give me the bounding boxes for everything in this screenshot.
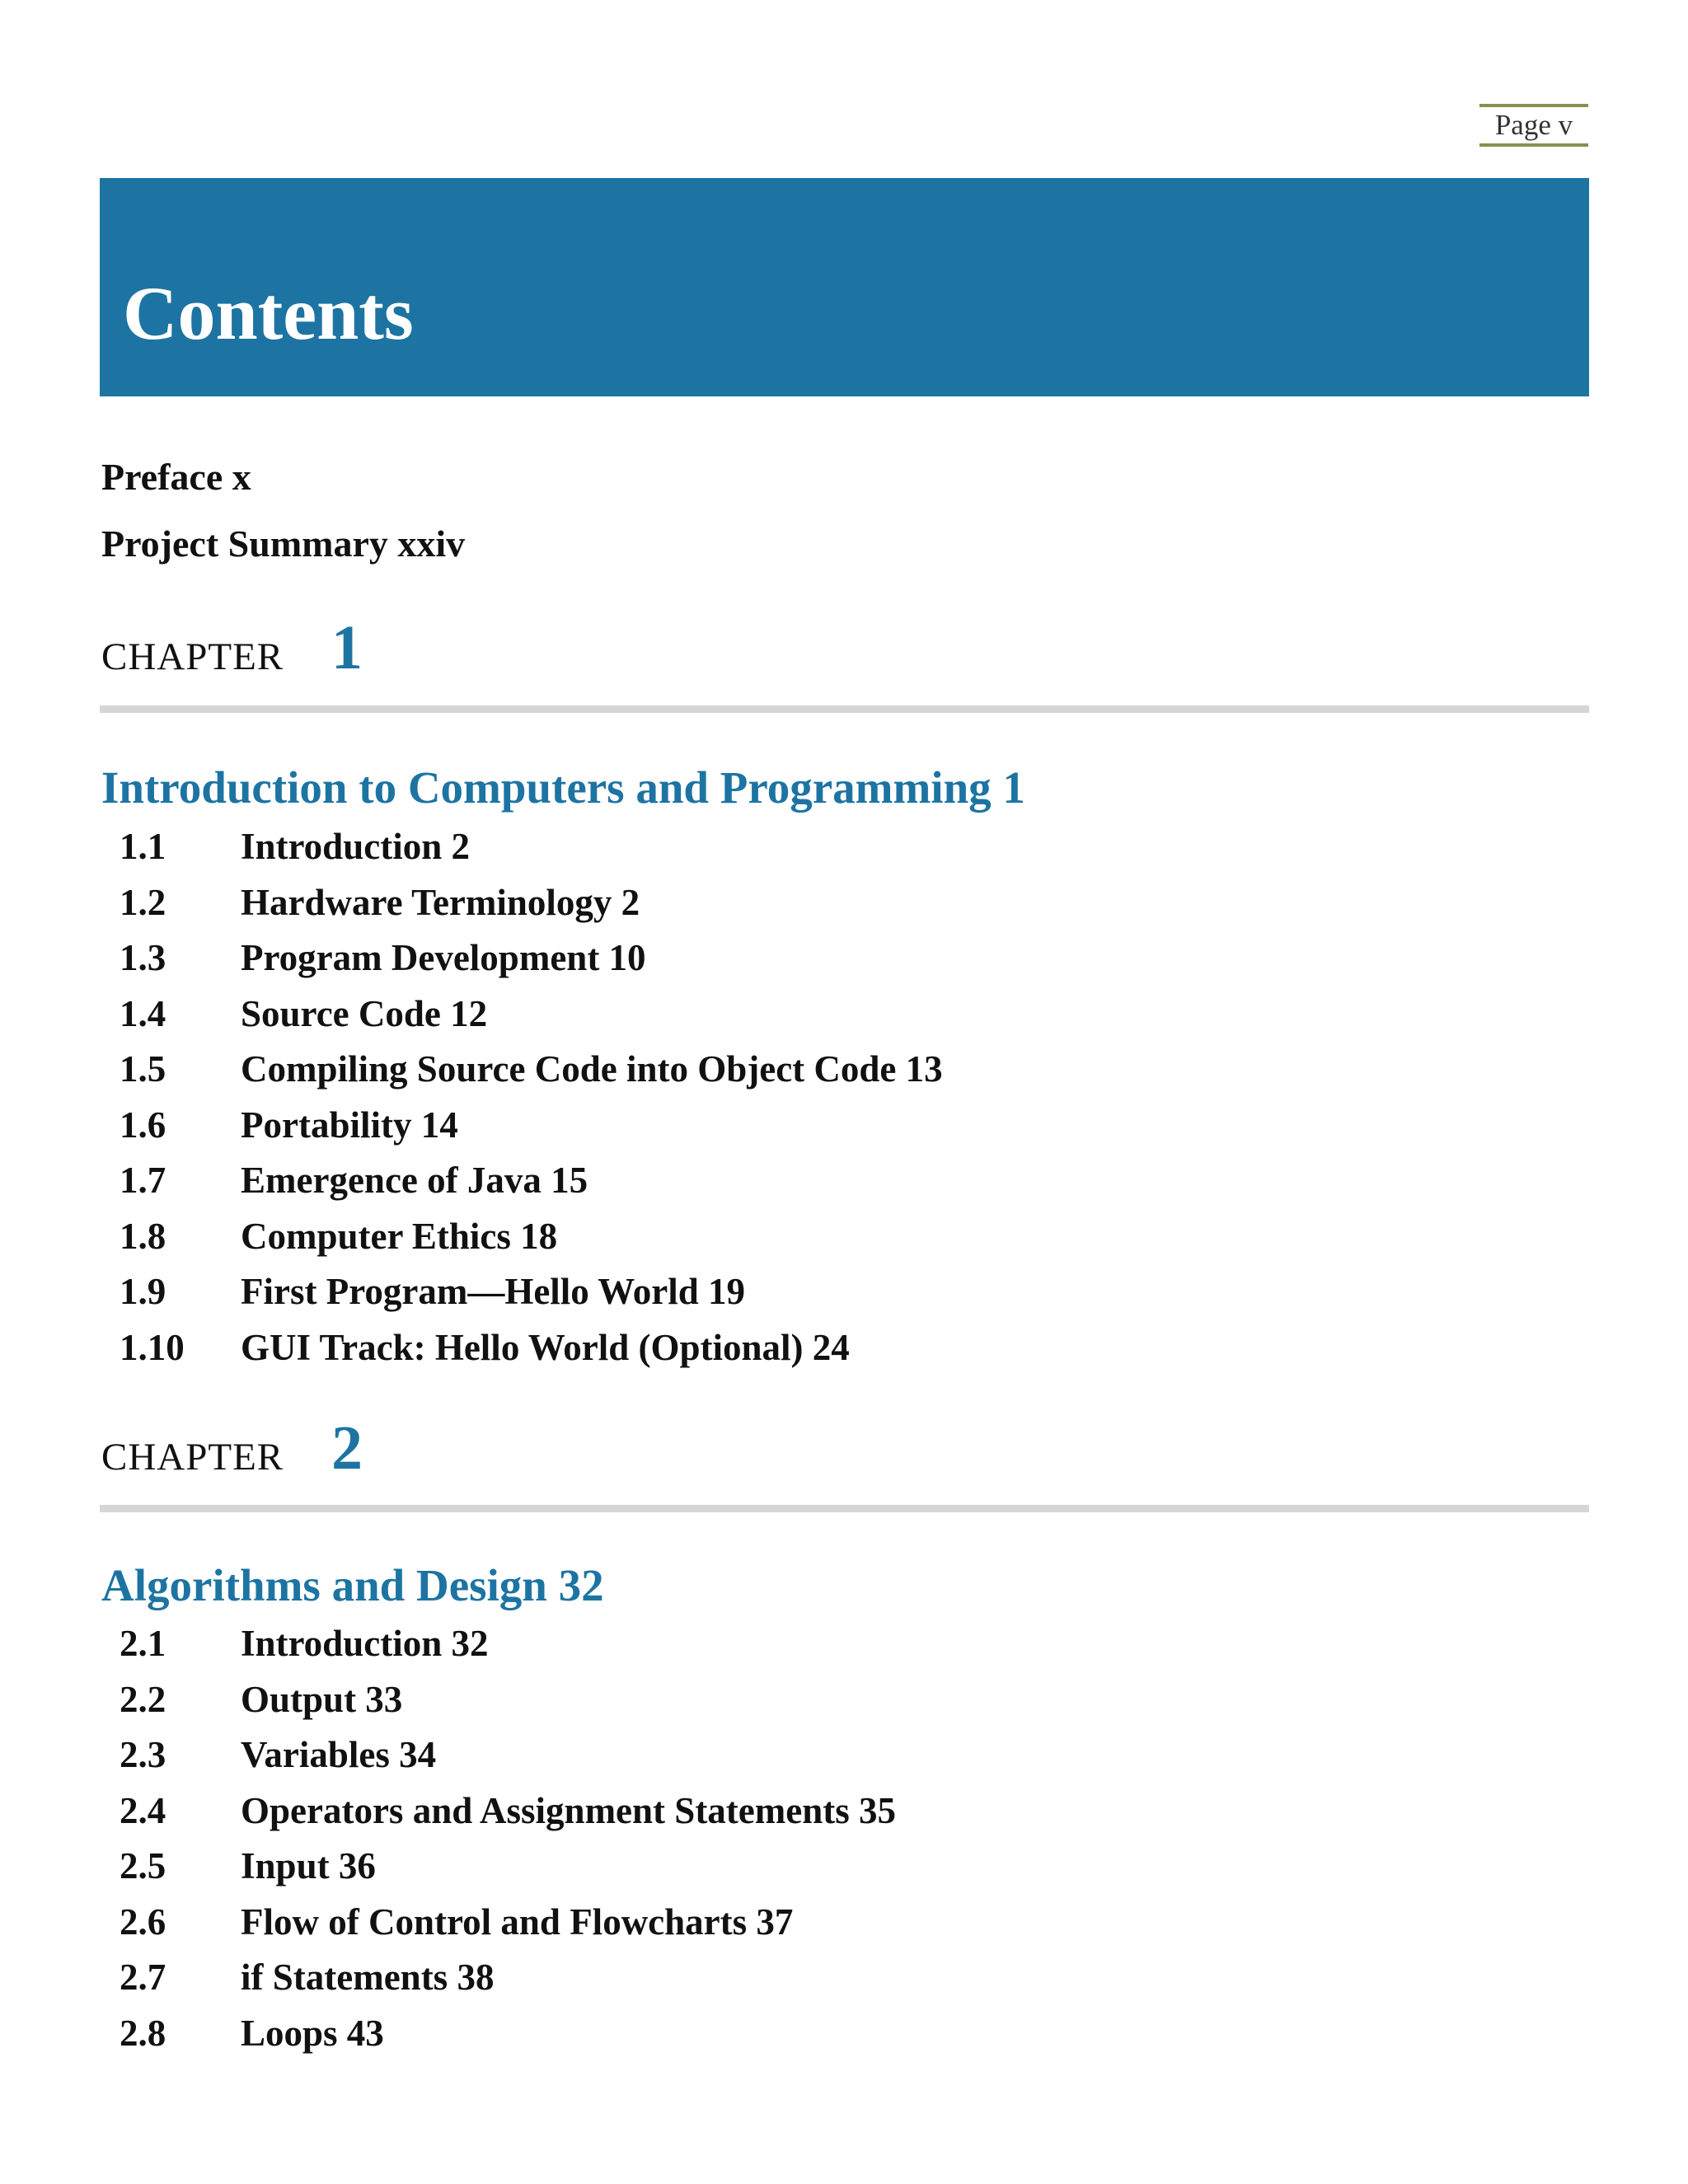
section-number: 1.7	[120, 1160, 166, 1201]
section-number: 2.5	[120, 1845, 166, 1886]
front-matter-project-summary[interactable]: Project Summary xxiv	[101, 523, 466, 565]
section-title: Compiling Source Code into Object Code 13	[241, 1048, 943, 1090]
section-number: 2.7	[120, 1957, 166, 1998]
section-number: 2.3	[120, 1734, 166, 1775]
section-title: Operators and Assignment Statements 35	[241, 1789, 896, 1831]
section-title: Input 36	[241, 1845, 376, 1886]
section-number: 2.8	[120, 2012, 166, 2054]
chapter-1-title[interactable]: Introduction to Computers and Programming 1	[101, 762, 1025, 813]
section-title: Flow of Control and Flowcharts 37	[241, 1900, 794, 1943]
section-number: 2.1	[120, 1623, 166, 1664]
chapter-1-divider	[100, 705, 1589, 713]
section-number: 1.1	[120, 826, 166, 867]
chapter-2-divider	[100, 1505, 1589, 1512]
section-title: Loops 43	[241, 2012, 384, 2054]
front-matter-preface[interactable]: Preface x	[101, 456, 251, 498]
chapter-1-number: 1	[331, 613, 363, 682]
section-title: Computer Ethics 18	[241, 1215, 558, 1257]
section-title: Emergence of Java 15	[241, 1160, 588, 1201]
section-title: Introduction 2	[241, 826, 470, 867]
section-number: 1.8	[120, 1215, 166, 1257]
section-number: 1.9	[120, 1271, 166, 1312]
contents-banner	[100, 178, 1589, 396]
page-number-label: Page v	[1479, 104, 1588, 147]
chapter-2-label: CHAPTER	[101, 1436, 284, 1479]
chapter-2-title[interactable]: Algorithms and Design 32	[101, 1560, 604, 1610]
section-title: Program Development 10	[241, 937, 646, 978]
section-number: 1.6	[120, 1104, 166, 1146]
section-number: 2.6	[120, 1900, 166, 1943]
section-title: if Statements 38	[241, 1957, 495, 1998]
section-title: Output 33	[241, 1678, 403, 1720]
chapter-1-label: CHAPTER	[101, 635, 284, 678]
section-number: 1.10	[120, 1326, 185, 1368]
section-number: 2.2	[120, 1678, 166, 1720]
section-title: First Program—Hello World 19	[241, 1271, 746, 1312]
section-number: 1.2	[120, 881, 166, 923]
section-title: Hardware Terminology 2	[241, 881, 640, 923]
chapter-2-number: 2	[331, 1413, 363, 1483]
section-number: 1.5	[120, 1048, 166, 1090]
section-number: 1.4	[120, 992, 166, 1034]
section-title: Portability 14	[241, 1104, 458, 1146]
section-title: GUI Track: Hello World (Optional) 24	[241, 1326, 850, 1368]
section-number: 1.3	[120, 937, 166, 978]
section-title: Source Code 12	[241, 992, 488, 1034]
page-title: Contents	[123, 271, 414, 355]
section-title: Variables 34	[241, 1734, 437, 1775]
section-number: 2.4	[120, 1789, 166, 1831]
section-title: Introduction 32	[241, 1623, 489, 1664]
